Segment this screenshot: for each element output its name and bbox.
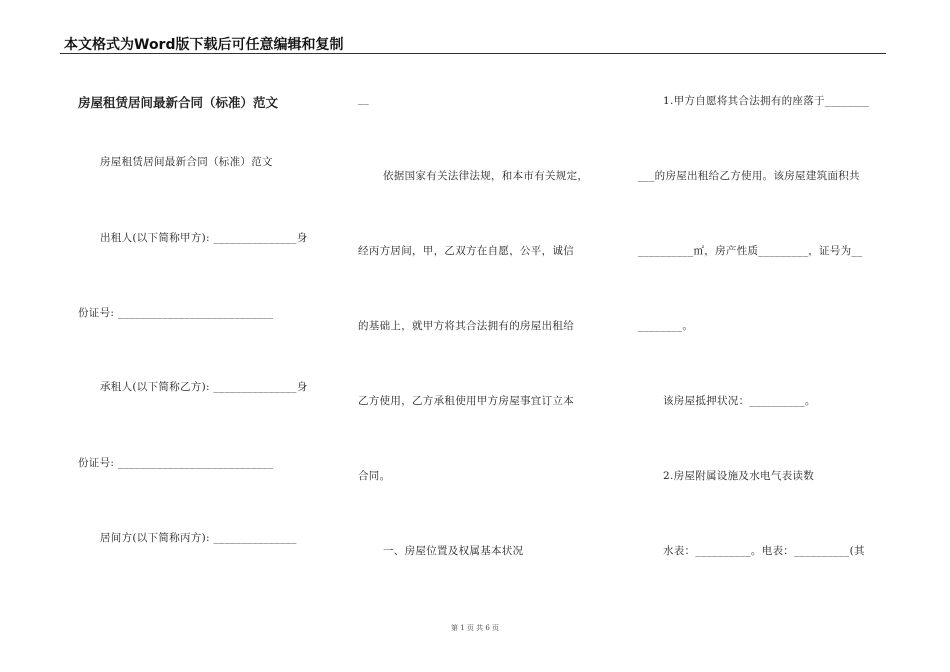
paragraph: ___的房屋出租给乙方使用。该房屋建筑面积共 bbox=[638, 170, 860, 182]
paragraph: __________㎡，房产性质_________，证号为__ bbox=[638, 245, 863, 257]
paragraph: 合同。 bbox=[358, 470, 391, 482]
paragraph: 2.房屋附属设施及水电气表读数 bbox=[663, 470, 815, 482]
paragraph: 的基础上，就甲方将其合法拥有的房屋出租给 bbox=[358, 320, 574, 332]
paragraph: 经丙方居间，甲，乙双方在自愿，公平，诚信 bbox=[358, 245, 574, 257]
paragraph: 份证号: ____________________________ bbox=[78, 307, 274, 319]
paragraph: 1.甲方自愿将其合法拥有的座落于________ bbox=[663, 95, 870, 107]
paragraph: 承租人(以下简称乙方): _______________身 bbox=[100, 381, 308, 393]
paragraph: 居间方(以下简称丙方): _______________ bbox=[100, 532, 297, 544]
paragraph: __ bbox=[358, 93, 370, 105]
header-rule bbox=[60, 53, 886, 54]
document-title: 房屋租赁居间最新合同（标准）范文 bbox=[78, 95, 279, 110]
paragraph: 水表：__________。电表：__________(其 bbox=[663, 545, 865, 557]
paragraph: 乙方使用，乙方承租使用甲方房屋事宜订立本 bbox=[358, 395, 574, 407]
page-header: 本文格式为Word版下载后可任意编辑和复制 bbox=[64, 37, 344, 53]
paragraph: 份证号: ____________________________ bbox=[78, 457, 274, 469]
section-heading: 一、房屋位置及权属基本状况 bbox=[383, 545, 524, 557]
paragraph: 出租人(以下简称甲方): _______________身 bbox=[100, 232, 308, 244]
paragraph: 该房屋抵押状况：__________。 bbox=[663, 395, 816, 407]
page-footer: 第 1 页 共 6 页 bbox=[450, 624, 500, 632]
paragraph: 房屋租赁居间最新合同（标准）范文 bbox=[100, 156, 273, 168]
paragraph: ________。 bbox=[638, 320, 694, 332]
paragraph: 依据国家有关法律法规，和本市有关规定， bbox=[383, 170, 589, 182]
